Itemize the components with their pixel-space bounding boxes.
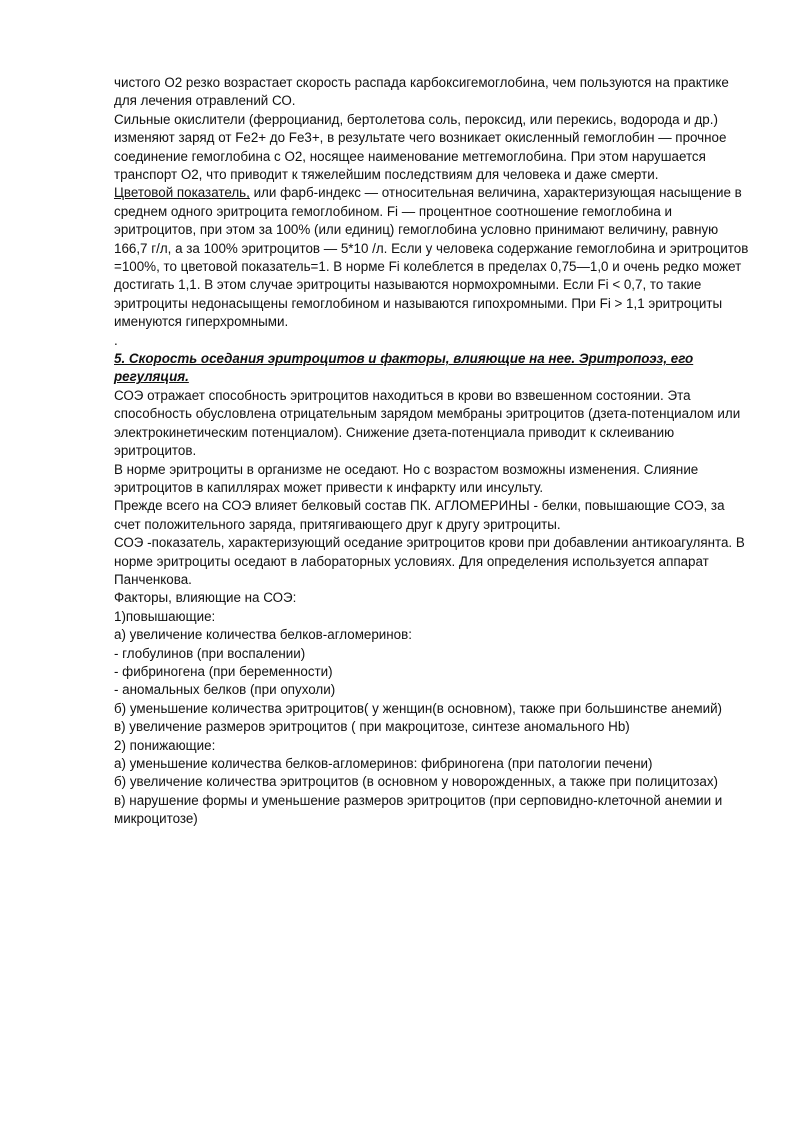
- list-item: в) увеличение размеров эритроцитов ( при макроцитозе, синтезе аномального Hb): [114, 719, 630, 735]
- section-heading: 5. Скорость оседания эритроцитов и факторы, влияющие на нее. Эритропоэз, его регуляция.: [114, 351, 694, 385]
- list-item: а) увеличение количества белков-агломеринов:: [114, 627, 412, 643]
- list-item: - фибриногена (при беременности): [114, 663, 333, 679]
- paragraph-esr-indicator: СОЭ -показатель, характеризующий оседание эритроцитов крови при добавлении антикоагулянта. В норме эритроциты оседают в лабораторных условиях. Для определения используется аппарат Панченкова.: [114, 535, 745, 587]
- factors-heading: Факторы, влияющие на СОЭ:: [114, 590, 297, 606]
- list-item: а) уменьшение количества белков-агломеринов: фибриногена (при патологии печени): [114, 756, 653, 772]
- document-page: [114, 74, 750, 829]
- separator-dot: .: [114, 332, 118, 348]
- paragraph-esr-norm: В норме эритроциты в организме не оседают. Но с возрастом возможны изменения. Слияние эритроцитов в капиллярах может привести к инфаркту или инсульту.: [114, 461, 699, 495]
- color-index-term: Цветовой показатель,: [114, 185, 250, 201]
- list-item: - аномальных белков (при опухоли): [114, 682, 336, 698]
- paragraph-esr-definition: СОЭ отражает способность эритроцитов находиться в крови во взвешенном состоянии. Эта способность обусловлена отрицательным зарядом мембраны эритроцитов (дзета-потенциалом или электрокинетическим потенциалом). Снижение дзета-потенциала приводит к склеиванию эритроцитов.: [114, 387, 741, 459]
- paragraph-agglomerins: Прежде всего на СОЭ влияет белковый состав ПК. АГЛОМЕРИНЫ - белки, повышающие СОЭ, за счет положительного заряда, притягивающего друг к другу эритроциты.: [114, 498, 725, 532]
- list-item: в) нарушение формы и уменьшение размеров эритроцитов (при серповидно-клеточной анемии и микроцитозе): [114, 792, 723, 827]
- list-item: 1)повышающие:: [114, 608, 216, 624]
- list-item: б) уменьшение количества эритроцитов( у женщин(в основном), также при большинстве анемий): [114, 700, 723, 716]
- list-item: 2) понижающие:: [114, 737, 216, 753]
- list-item: б) увеличение количества эритроцитов (в основном у новорожденных, а также при полицитозах): [114, 774, 718, 790]
- list-item: - глобулинов (при воспалении): [114, 645, 306, 661]
- paragraph-color-index: [114, 184, 750, 331]
- color-index-text: или фарб-индекс — относительная величина, характеризующая насыщение в среднем одного эритроцита гемоглобином. Fi — процентное соотношение гемоглобина и эритроцитов, при этом за 100% (или единиц) гемоглобина условно принимают величину, равную 166,7 г/л, а за 100% эритроцитов — 5*10 /л. Если у человека содержание гемоглобина и эритроцитов =100%, то цветовой показатель=1. В норме Fi колеблется в пределах 0,75—1,0 и очень редко может достигать 1,1. В этом случае эритроциты называются нормохромными. Если Fi < 0,7, то такие эритроциты недонасыщены гемоглобином и называются гипохромными. При Fi > 1,1 эритроциты именуются гиперхромными.: [114, 185, 749, 330]
- paragraph-oxidizers: Сильные окислители (ферроцианид, бертолетова соль, пероксид, или перекись, водорода и др.) изменяют заряд от Fe2+ до Fe3+, в результате чего возникает окисленный гемоглобин — прочное соединение гемоглобина с О2, носящее наименование метгемоглобина. При этом нарушается транспорт О2, что приводит к тяжелейшим последствиям для человека и даже смерти.: [114, 111, 727, 183]
- paragraph-co-treatment: чистого О2 резко возрастает скорость распада карбоксигемоглобина, чем пользуются на практике для лечения отравлений СО.: [114, 75, 729, 109]
